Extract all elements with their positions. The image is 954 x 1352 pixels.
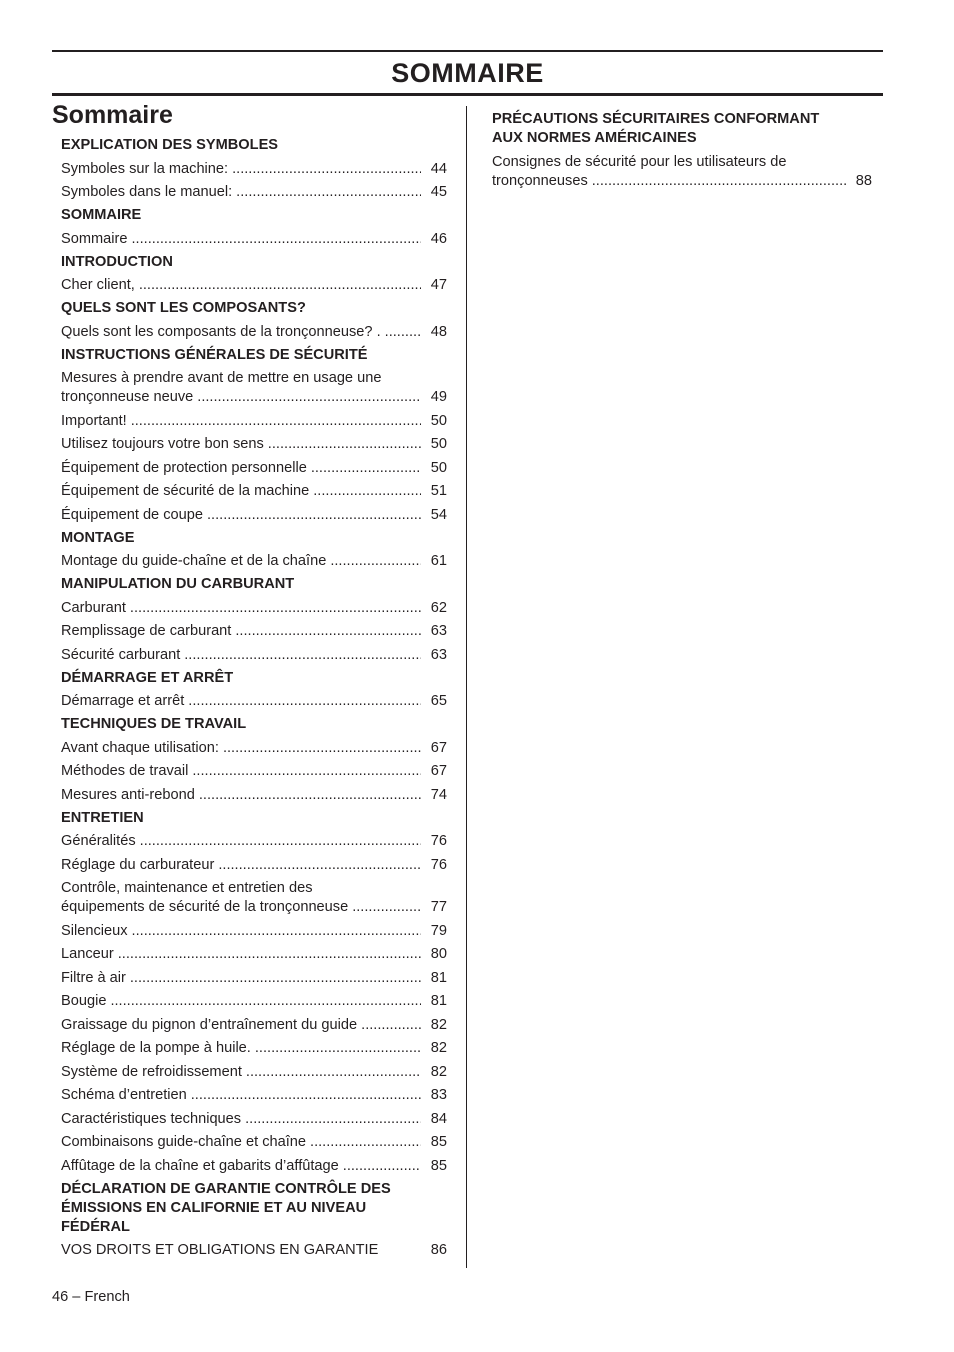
top-rule xyxy=(52,50,883,52)
dot-leader xyxy=(311,459,421,478)
dot-leader xyxy=(255,1039,421,1058)
toc-page-number: 82 xyxy=(430,1040,447,1056)
toc-entry-label: Bougie xyxy=(61,993,107,1009)
toc-page-number: 77 xyxy=(430,899,447,915)
toc-page-number: 76 xyxy=(430,833,447,849)
dot-leader xyxy=(313,482,421,501)
dot-leader xyxy=(592,172,846,191)
toc-entry-label: Filtre à air xyxy=(61,969,126,986)
toc-entry[interactable] xyxy=(61,856,447,875)
toc-entry-label: Symboles dans le manuel: xyxy=(61,184,233,200)
toc-section-heading: INTRODUCTION xyxy=(61,253,173,270)
toc-entry[interactable] xyxy=(61,506,447,525)
toc-entry[interactable] xyxy=(61,1157,447,1176)
toc-entry[interactable] xyxy=(61,969,447,988)
toc-page-number: 85 xyxy=(430,1134,447,1150)
toc-page-number: 83 xyxy=(430,1087,447,1103)
toc-page-number: 81 xyxy=(430,993,447,1009)
toc-section-heading: MONTAGE xyxy=(61,529,135,546)
toc-page-number: 50 xyxy=(430,436,447,452)
toc-page-number: 50 xyxy=(430,412,447,429)
toc-entry-label: Important! xyxy=(61,412,127,429)
toc-entry[interactable] xyxy=(61,369,447,407)
toc-page-number: 50 xyxy=(430,459,447,476)
left-column xyxy=(52,98,447,1260)
toc-page-number: 81 xyxy=(430,969,447,986)
toc-entry-label: Sommaire xyxy=(61,230,128,247)
toc-entry-label: Montage du guide-chaîne et de la chaîne xyxy=(61,553,327,569)
toc-entry-label: Schéma d’entretien xyxy=(61,1087,187,1103)
toc-entry-label: Cher client, xyxy=(61,277,135,293)
toc-entry[interactable] xyxy=(61,1086,447,1105)
toc-entry[interactable] xyxy=(61,323,447,342)
toc-page-number: 80 xyxy=(430,946,447,962)
toc-entry[interactable] xyxy=(492,153,872,191)
toc-entry[interactable] xyxy=(61,1110,447,1129)
toc-entry[interactable] xyxy=(61,922,447,941)
toc-section-heading: PRÉCAUTIONS SÉCURITAIRES CONFORMANT AUX NORMES AMÉRICAINES xyxy=(492,111,820,146)
toc-entry[interactable] xyxy=(61,692,447,711)
dot-leader xyxy=(197,388,421,407)
column-divider xyxy=(466,106,467,1268)
toc-page-number: 54 xyxy=(430,506,447,523)
dot-leader xyxy=(245,1110,421,1129)
dot-leader xyxy=(246,1063,421,1082)
dot-leader xyxy=(132,230,422,249)
page-banner-title: SOMMAIRE xyxy=(391,58,544,88)
toc-page-number: 46 xyxy=(430,230,447,247)
toc-entry[interactable] xyxy=(61,160,447,179)
toc-entry[interactable] xyxy=(61,459,447,478)
dot-leader xyxy=(330,552,421,571)
toc-entry-label: Sécurité carburant xyxy=(61,646,181,663)
toc-entry-label: Consignes de sécurité pour les utilisateurs de xyxy=(492,153,787,170)
toc-section-heading: EXPLICATION DES SYMBOLES xyxy=(61,137,279,153)
toc-entry[interactable] xyxy=(61,1241,447,1260)
dot-leader xyxy=(235,622,421,641)
toc-section-heading: ENTRETIEN xyxy=(61,809,144,826)
toc-section-heading: QUELS SONT LES COMPOSANTS? xyxy=(61,300,306,316)
toc-entry-label: Combinaisons guide-chaîne et chaîne xyxy=(61,1134,307,1150)
toc-page-number: 84 xyxy=(430,1110,447,1127)
toc-page-number: 45 xyxy=(430,184,447,200)
toc-entry-label: Caractéristiques techniques xyxy=(61,1110,242,1127)
toc-list-right xyxy=(492,110,872,191)
toc-entry[interactable] xyxy=(61,482,447,501)
toc-entry[interactable] xyxy=(61,879,447,917)
toc-entry-label: Mesures à prendre avant de mettre en usage une xyxy=(61,370,382,386)
toc-section-heading: DÉMARRAGE ET ARRÊT xyxy=(61,669,234,686)
toc-entry-label: Démarrage et arrêt xyxy=(61,693,185,709)
toc-entry[interactable] xyxy=(61,786,447,805)
toc-page-number: 67 xyxy=(430,763,447,779)
dot-leader xyxy=(184,646,421,665)
toc-page-number: 74 xyxy=(430,786,447,803)
toc-page-number: 85 xyxy=(430,1157,447,1174)
dot-leader xyxy=(268,435,421,454)
toc-entry[interactable] xyxy=(61,945,447,964)
right-column xyxy=(492,106,872,191)
toc-entry[interactable] xyxy=(61,276,447,295)
dot-leader xyxy=(118,945,421,964)
banner-bottom-rule xyxy=(52,93,883,96)
toc-entry[interactable] xyxy=(61,1063,447,1082)
toc-entry-label: Réglage de la pompe à huile. xyxy=(61,1040,251,1056)
toc-entry[interactable] xyxy=(61,1016,447,1035)
toc-entry[interactable] xyxy=(61,739,447,758)
dot-leader xyxy=(207,506,421,525)
toc-entry[interactable] xyxy=(61,183,447,202)
toc-entry-label: VOS DROITS ET OBLIGATIONS EN GARANTIE xyxy=(61,1242,379,1258)
toc-entry-label: Quels sont les composants de la tronçonneuse? . xyxy=(61,323,381,340)
toc-entry[interactable] xyxy=(61,646,447,665)
toc-page-number: 82 xyxy=(430,1016,447,1033)
toc-page-number: 49 xyxy=(430,389,447,405)
toc-entry[interactable] xyxy=(61,992,447,1011)
toc-section-heading: TECHNIQUES DE TRAVAIL xyxy=(61,716,247,732)
dot-leader xyxy=(361,1016,421,1035)
toc-page-number: 63 xyxy=(430,646,447,663)
page-footer: 46 – French xyxy=(52,1289,130,1305)
toc-page-number: 65 xyxy=(430,693,447,709)
toc-list-left xyxy=(52,136,447,1260)
toc-entry-label: Méthodes de travail xyxy=(61,763,189,779)
toc-entry[interactable] xyxy=(61,230,447,249)
toc-entry-label: Utilisez toujours votre bon sens xyxy=(61,436,264,452)
dot-leader xyxy=(343,1157,421,1176)
dot-leader xyxy=(139,276,421,295)
dot-leader xyxy=(310,1133,421,1152)
dot-leader xyxy=(131,412,421,431)
toc-entry[interactable] xyxy=(61,1133,447,1152)
toc-entry-label: Remplissage de carburant xyxy=(61,623,232,639)
toc-page-number: 51 xyxy=(430,483,447,499)
dot-leader xyxy=(385,323,421,342)
toc-page-number: 48 xyxy=(430,323,447,340)
toc-page-number: 44 xyxy=(430,160,447,177)
toc-entry-label: Système de refroidissement xyxy=(61,1063,242,1080)
dot-leader xyxy=(110,992,421,1011)
dot-leader xyxy=(191,1086,421,1105)
toc-entry-label: équipements de sécurité de la tronçonneuse xyxy=(61,899,349,915)
toc-page-number: 88 xyxy=(855,172,872,189)
toc-entry-label: Réglage du carburateur xyxy=(61,856,215,873)
toc-entry[interactable] xyxy=(61,832,447,851)
dot-leader xyxy=(132,922,421,941)
toc-entry-label: Avant chaque utilisation: xyxy=(61,739,219,756)
dot-leader xyxy=(232,160,421,179)
toc-entry-label: Équipement de sécurité de la machine xyxy=(61,483,310,499)
toc-entry-label: Équipement de coupe xyxy=(61,506,203,523)
toc-section-heading: INSTRUCTIONS GÉNÉRALES DE SÉCURITÉ xyxy=(61,346,368,363)
toc-entry[interactable] xyxy=(61,1039,447,1058)
toc-page-number: 62 xyxy=(430,599,447,616)
dot-leader xyxy=(188,692,421,711)
toc-page-number: 86 xyxy=(430,1242,447,1258)
dot-leader xyxy=(130,969,421,988)
toc-entry[interactable] xyxy=(61,599,447,618)
toc-page-number: 63 xyxy=(430,623,447,639)
dot-leader xyxy=(130,599,421,618)
toc-entry-label: Silencieux xyxy=(61,922,128,939)
toc-section-heading: SOMMAIRE xyxy=(61,207,142,223)
toc-page-number: 47 xyxy=(430,277,447,293)
toc-entry-label: Lanceur xyxy=(61,946,114,962)
toc-page-number: 82 xyxy=(430,1063,447,1080)
toc-entry-label: Symboles sur la machine: xyxy=(61,160,229,177)
toc-entry[interactable] xyxy=(61,762,447,781)
toc-entry-label: Affûtage de la chaîne et gabarits d’affûtage xyxy=(61,1157,339,1174)
toc-entry[interactable] xyxy=(61,435,447,454)
toc-entry-label: tronçonneuse neuve xyxy=(61,389,194,405)
dot-leader xyxy=(352,898,421,917)
toc-page-number: 61 xyxy=(430,553,447,569)
dot-leader xyxy=(140,832,421,851)
dot-leader xyxy=(236,183,421,202)
toc-entry-label: Mesures anti-rebond xyxy=(61,786,195,803)
toc-entry-label: Carburant xyxy=(61,599,126,616)
dot-leader xyxy=(192,762,421,781)
dot-leader xyxy=(223,739,421,758)
toc-entry-label: Généralités xyxy=(61,833,136,849)
toc-entry[interactable] xyxy=(61,552,447,571)
toc-section-heading: DÉCLARATION DE GARANTIE CONTRÔLE DES ÉMISSIONS EN CALIFORNIE ET AU NIVEAU FÉDÉRAL xyxy=(61,1180,391,1235)
dot-leader xyxy=(218,856,421,875)
toc-entry-label: tronçonneuses xyxy=(492,172,588,189)
toc-page-number: 76 xyxy=(430,856,447,873)
dot-leader xyxy=(199,786,421,805)
toc-entry-label: Graissage du pignon d’entraînement du guide xyxy=(61,1016,358,1033)
toc-entry[interactable] xyxy=(61,622,447,641)
toc-page-number: 67 xyxy=(430,739,447,756)
toc-entry-label: Équipement de protection personnelle xyxy=(61,459,307,476)
toc-section-heading: MANIPULATION DU CARBURANT xyxy=(61,576,295,592)
toc-page-number: 79 xyxy=(430,922,447,939)
toc-entry-label: Contrôle, maintenance et entretien des xyxy=(61,880,313,896)
toc-entry[interactable] xyxy=(61,412,447,431)
toc-title: Sommaire xyxy=(52,101,173,129)
